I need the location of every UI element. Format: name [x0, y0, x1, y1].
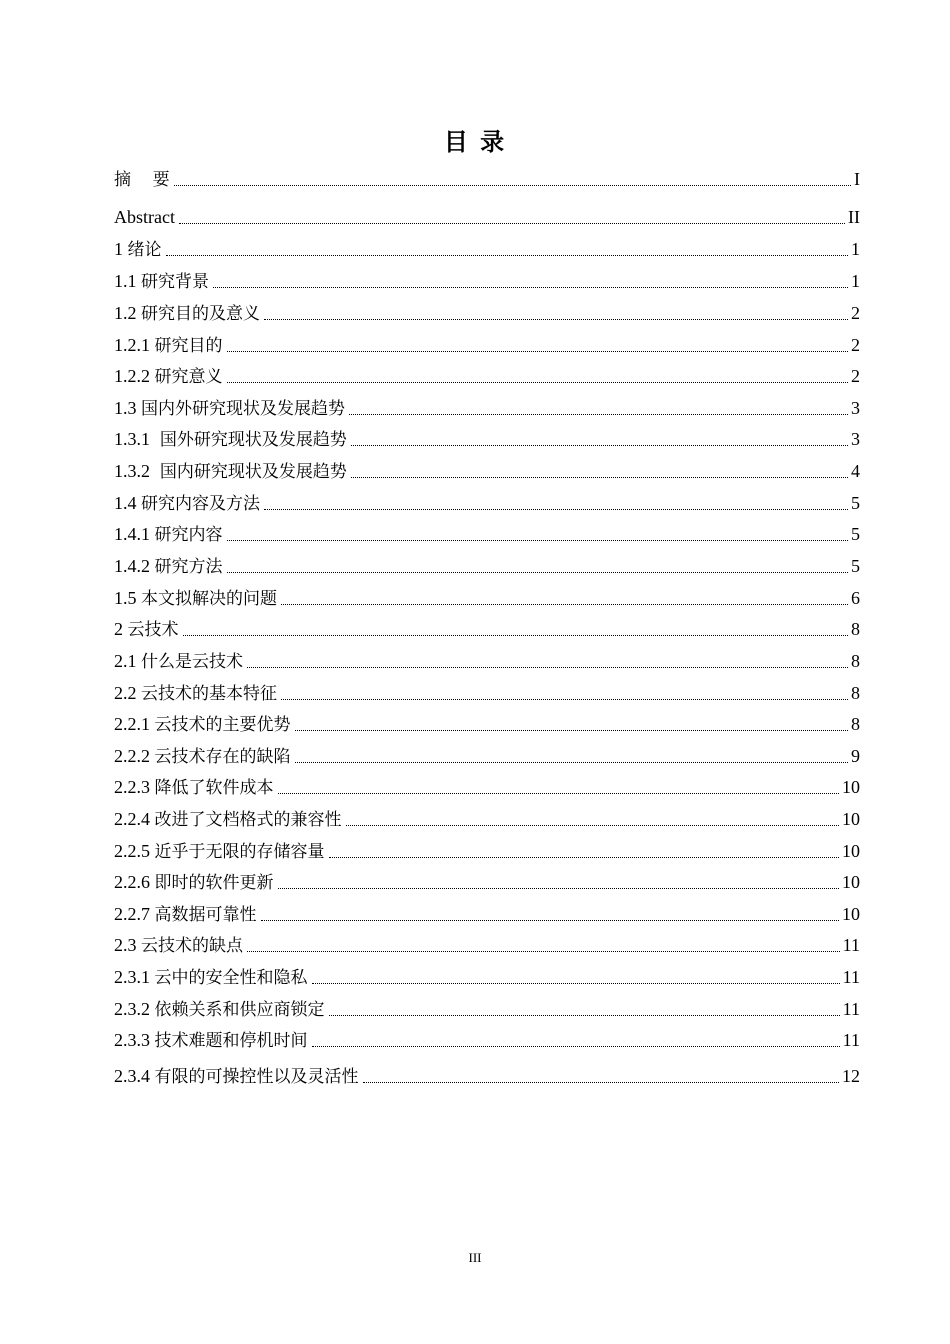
toc-dot-leader [247, 657, 848, 668]
toc-entry[interactable] [114, 553, 860, 577]
toc-entry-number: 2.2 [114, 683, 141, 703]
toc-entry-number: 2.2.7 [114, 904, 155, 924]
toc-dot-leader [264, 499, 848, 510]
toc-entry[interactable] [114, 236, 860, 260]
toc-dot-leader [312, 973, 840, 984]
toc-entry[interactable] [114, 521, 860, 545]
toc-entry-label: 有限的可操控性以及灵活性 [154, 1067, 359, 1087]
toc-dot-leader [363, 1072, 840, 1083]
toc-entry-page: 8 [851, 651, 860, 671]
toc-entry-number: 2.2.6 [114, 872, 155, 892]
toc-entry[interactable] [114, 869, 860, 893]
toc-entry[interactable] [114, 996, 860, 1020]
toc-dot-leader [351, 435, 848, 446]
toc-entry[interactable] [114, 458, 860, 482]
toc-dot-leader [166, 245, 849, 256]
toc-entry-page: 9 [851, 746, 860, 766]
toc-entry[interactable] [114, 774, 860, 798]
toc-entry-number: 2.2.1 [114, 714, 155, 734]
toc-entry-number: 2.3.4 [114, 1066, 155, 1086]
toc-entry-number: 1.1 [114, 271, 141, 291]
toc-entry-number: 2.2.4 [114, 809, 155, 829]
toc-dot-leader [281, 594, 848, 605]
toc-entry-page: 2 [851, 335, 860, 355]
toc-entry-number: Abstract [114, 207, 175, 227]
toc-dot-leader [278, 878, 840, 889]
toc-entry-number: 1.2.1 [114, 335, 155, 355]
toc-entry[interactable] [114, 616, 860, 640]
toc-dot-leader [247, 941, 840, 952]
toc-entry-number: 2.1 [114, 651, 141, 671]
toc-entry-label: 云技术 [127, 620, 179, 640]
toc-dot-leader [261, 910, 840, 921]
toc-entry-page: 10 [842, 904, 860, 924]
toc-entry-label: 云技术的基本特征 [141, 684, 277, 704]
toc-entry-number: 2 [114, 619, 128, 639]
toc-entry-label: 什么是云技术 [141, 652, 243, 672]
toc-entry-label: 国内研究现状及发展趋势 [154, 462, 347, 482]
toc-entry-number: 2.3.2 [114, 999, 155, 1019]
toc-entry[interactable] [114, 932, 860, 956]
toc-dot-leader [346, 815, 840, 826]
toc-entry-page: 1 [851, 271, 860, 291]
toc-entry[interactable] [114, 743, 860, 767]
toc-entry[interactable] [114, 585, 860, 609]
toc-entry-label: 云中的安全性和隐私 [154, 968, 308, 988]
toc-entry-label: 研究内容 [154, 525, 223, 545]
toc-entry-label: 云技术存在的缺陷 [154, 747, 291, 767]
toc-entry-number: 1.4.1 [114, 524, 155, 544]
toc-entry[interactable] [114, 268, 860, 292]
toc-entry-label: 国内外研究现状及发展趋势 [141, 399, 345, 419]
toc-entry-label: 绪论 [127, 240, 162, 260]
toc-entry[interactable] [114, 1027, 860, 1051]
toc-entry[interactable] [114, 490, 860, 514]
toc-entry-label: 即时的软件更新 [154, 873, 274, 893]
toc-entry-page: 5 [851, 524, 860, 544]
toc-entry-number: 1.4.2 [114, 556, 155, 576]
toc-entry[interactable] [114, 166, 860, 190]
toc-entry-page: 2 [851, 303, 860, 323]
toc-dot-leader [213, 277, 848, 288]
toc-entry[interactable] [114, 332, 860, 356]
toc-dot-leader [179, 213, 845, 224]
toc-entry[interactable] [114, 838, 860, 862]
toc-entry-number: 2.3.3 [114, 1030, 155, 1050]
toc-dot-leader [174, 175, 851, 186]
toc-entry-label: 依赖关系和供应商锁定 [154, 1000, 325, 1020]
toc-entry-label: 高数据可靠性 [154, 905, 257, 925]
toc-entry[interactable] [114, 1063, 860, 1087]
toc-entry-label: 摘 要 [114, 170, 170, 190]
toc-entry-number: 1.3 [114, 398, 141, 418]
toc-entry-number: 2.3 [114, 935, 141, 955]
toc-entry-page: 10 [842, 841, 860, 861]
toc-entry-page: 5 [851, 556, 860, 576]
toc-dot-leader [281, 689, 848, 700]
toc-entry-label: 技术难题和停机时间 [154, 1031, 308, 1051]
toc-entry-label: 近乎于无限的存储容量 [154, 842, 325, 862]
toc-entry-label: 研究方法 [154, 557, 223, 577]
toc-entry[interactable] [114, 680, 860, 704]
toc-entry-page: 10 [842, 777, 860, 797]
page-number: III [468, 1250, 482, 1265]
toc-entry-page: 11 [842, 999, 860, 1019]
toc-title: 目 录 [443, 128, 507, 156]
toc-entry-number: 2.2.2 [114, 746, 155, 766]
toc-entry-page: 4 [851, 461, 860, 481]
toc-dot-leader [295, 752, 849, 763]
toc-entry-label: 研究目的及意义 [141, 304, 260, 324]
toc-dot-leader [329, 1005, 840, 1016]
toc-entry-page: I [854, 169, 860, 189]
toc-entry-label: 研究目的 [154, 336, 223, 356]
toc-entry[interactable] [114, 204, 860, 228]
toc-entry-page: 11 [842, 967, 860, 987]
toc-entry-number: 1.4 [114, 493, 141, 513]
toc-entry-label: 云技术的主要优势 [154, 715, 291, 735]
toc-dot-leader [183, 625, 849, 636]
toc-dot-leader [312, 1036, 840, 1047]
toc-entry-page: 3 [851, 398, 860, 418]
toc-entry-page: 3 [851, 429, 860, 449]
toc-entry-number: 1.3.2 [114, 461, 155, 481]
toc-entry[interactable] [114, 648, 860, 672]
toc-dot-leader [227, 341, 849, 352]
toc-entry[interactable] [114, 426, 860, 450]
toc-entry-label: 本文拟解决的问题 [141, 589, 277, 609]
toc-entry-number: 1.2.2 [114, 366, 155, 386]
toc-entry-page: 12 [842, 1066, 860, 1086]
toc-entry-page: 5 [851, 493, 860, 513]
toc-entry-label: 研究意义 [154, 367, 223, 387]
toc-entry-page: 2 [851, 366, 860, 386]
toc-dot-leader [349, 404, 848, 415]
toc-entry-number: 1 [114, 239, 128, 259]
toc-entry-number: 2.2.3 [114, 777, 155, 797]
toc-entry-number: 1.2 [114, 303, 141, 323]
toc-entry-label: 研究背景 [141, 272, 209, 292]
toc-dot-leader [351, 467, 848, 478]
toc-entry-label: 国外研究现状及发展趋势 [154, 430, 347, 450]
toc-entry[interactable] [114, 806, 860, 830]
toc-entry-label: 研究内容及方法 [141, 494, 260, 514]
toc-entry-label: 改进了文档格式的兼容性 [154, 810, 342, 830]
toc-entry-page: 11 [842, 1030, 860, 1050]
toc-entry-number: 2.2.5 [114, 841, 155, 861]
toc-entry-page: 1 [851, 239, 860, 259]
toc-dot-leader [264, 309, 848, 320]
toc-entry[interactable] [114, 964, 860, 988]
toc-dot-leader [227, 530, 849, 541]
toc-entry-number: 1.5 [114, 588, 141, 608]
toc-entry-page: 8 [851, 683, 860, 703]
toc-dot-leader [329, 847, 840, 858]
toc-entry[interactable] [114, 901, 860, 925]
toc-entry-page: 8 [851, 619, 860, 639]
toc-entry-label: 云技术的缺点 [141, 936, 243, 956]
toc-entry[interactable] [114, 363, 860, 387]
toc-entry-page: 11 [842, 935, 860, 955]
toc-entry-page: 10 [842, 872, 860, 892]
toc-dot-leader [227, 562, 849, 573]
toc-entry[interactable] [114, 300, 860, 324]
toc-dot-leader [295, 720, 849, 731]
toc-dot-leader [278, 783, 840, 794]
toc-entry-number: 2.3.1 [114, 967, 155, 987]
toc-entry-page: II [848, 207, 860, 227]
toc-dot-leader [227, 372, 849, 383]
toc-entry-page: 6 [851, 588, 860, 608]
toc-entry-number: 1.3.1 [114, 429, 155, 449]
toc-entry-page: 10 [842, 809, 860, 829]
toc-entry-label: 降低了软件成本 [154, 778, 274, 798]
toc-entry[interactable] [114, 711, 860, 735]
toc-entry[interactable] [114, 395, 860, 419]
toc-entry-page: 8 [851, 714, 860, 734]
